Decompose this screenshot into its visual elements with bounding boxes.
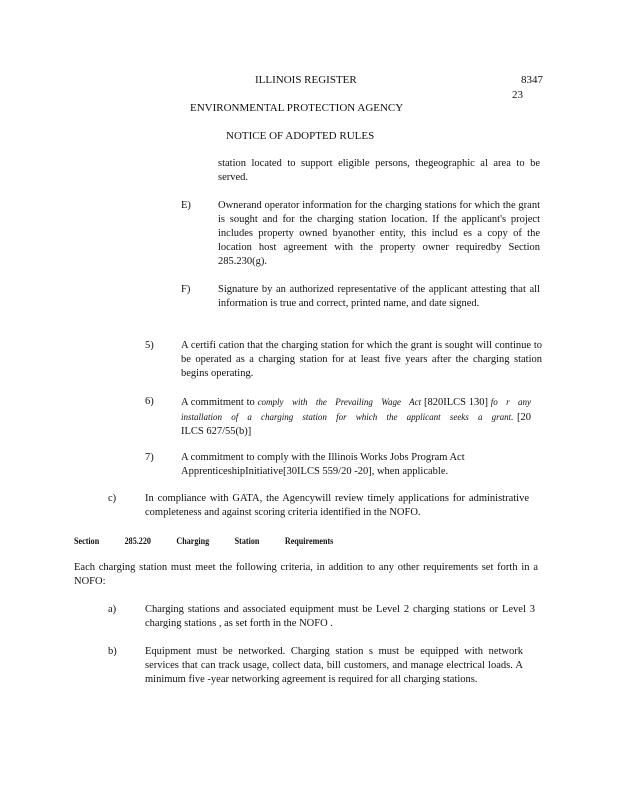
item-6-label: 6): [145, 396, 154, 407]
item-7-line1: A commitment to comply with the Illinois Works Jobs Program Act: [181, 452, 465, 463]
item-7-line2: ApprenticeshipInitiative[30ILCS 559/20 -20], when applicable.: [181, 466, 449, 477]
item-6-text-c: [20 ILCS 627/55(b)]: [181, 412, 531, 437]
section-title-c: Requirements: [284, 536, 334, 546]
item-6-text: [181, 395, 531, 439]
page-number: 8347: [521, 74, 543, 86]
section-heading: [74, 534, 357, 548]
agency-title: ENVIRONMENTAL PROTECTION AGENCY: [190, 102, 404, 114]
item-6-italic-b: fo r any installation of a charging station for which the applicant seeks a grant.: [181, 397, 532, 422]
item-e-text: Ownerand operator information for the charging stations for which the grant is sought and for the charging station location. If the applicant's project includes property owned byanother entity, this includ es a copy of the location host agreement with the property owner requiredby Section 285.230(g).: [218, 200, 540, 267]
item-7-label: 7): [145, 452, 154, 463]
section-intro: Each charging station must meet the following criteria, in addition to any other requirements set forth in a NOFO:: [74, 562, 538, 587]
item-c-text: In compliance with GATA, the Agencywill review timely applications for administrative completeness and against scoring criteria identified in the NOFO.: [145, 493, 529, 518]
item-f-text: Signature by an authorized representative of the applicant attesting that all information is true and correct, printed name, and date signed.: [218, 284, 540, 309]
section-title-a: Charging: [176, 536, 210, 546]
section-label: Section: [74, 536, 100, 546]
item-6-text-b: [820ILCS 130]: [423, 397, 488, 408]
item-a-label: a): [108, 604, 117, 615]
item-c-label: c): [108, 493, 117, 504]
notice-title: NOTICE OF ADOPTED RULES: [226, 130, 375, 142]
item-f-label: F): [181, 284, 191, 295]
item-6-italic-a: comply with the Prevailing Wage Act: [257, 397, 422, 407]
continued-paragraph: station located to support eligible persons, thegeographic al area to be served.: [218, 158, 540, 183]
section-number: 285.220: [124, 536, 151, 546]
item-5-text: A certifi cation that the charging station for which the grant is sought will continue to be operated as a charging station for at least five years after the charging station begins operating.: [181, 340, 542, 379]
item-b-text: Equipment must be networked. Charging station s must be equipped with network services that can track usage, collect data, bill customers, and manage electrical loads. A minimum five -year networking agreement is required for all charging stations.: [145, 646, 523, 685]
item-5-label: 5): [145, 340, 154, 351]
section-title-b: Station: [234, 536, 260, 546]
item-e-label: E): [181, 200, 191, 211]
item-b-label: b): [108, 646, 117, 657]
page-sub-number: 23: [512, 89, 523, 101]
item-a-text: Charging stations and associated equipment must be Level 2 charging stations or Level 3 charging stations , as set forth in the NOFO .: [145, 604, 535, 629]
register-title: ILLINOIS REGISTER: [255, 74, 357, 86]
item-6-text-a: A commitment to: [181, 397, 255, 408]
